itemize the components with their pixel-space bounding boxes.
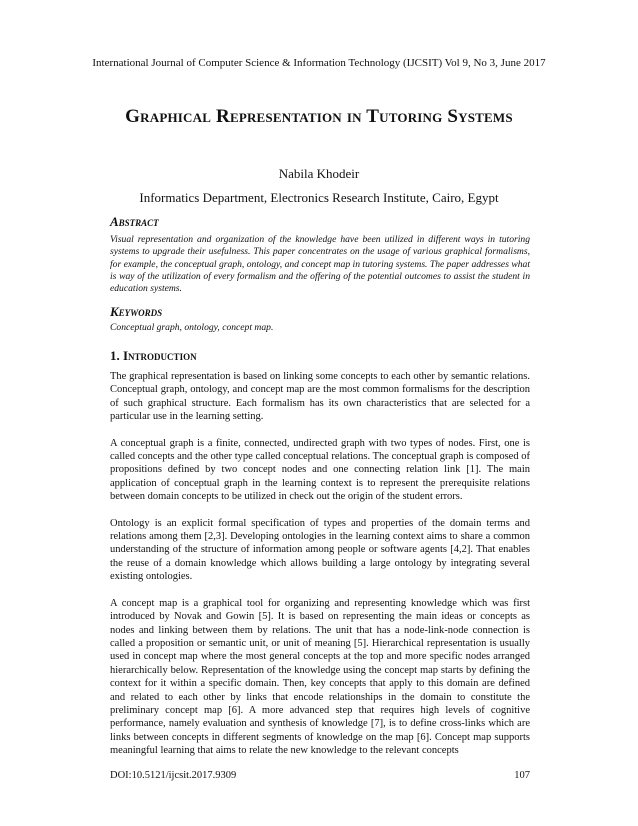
paragraph: The graphical representation is based on linking some concepts to each other by semantic relations. Conceptual graph, ontology, and concept map are the most common formalisms for the description of such graphical structure. Each formalism has its own characteristics that are selected for a particular use in the learning setting.: [110, 371, 530, 423]
abstract-text: Visual representation and organization of the knowledge have been utilized in different ways in tutoring systems to upgrade their usefulness. This paper concentrates on the usage of various graphical formalisms, for example, the conceptual graph, ontology, and concept map in tutoring systems. The paper addresses what is way of the utilization of every formalism and the offering of the potential outcomes to assist the student in education systems.: [110, 234, 530, 295]
paper-title: Graphical Representation in Tutoring Systems: [125, 106, 513, 127]
running-header: International Journal of Computer Science & Information Technology (IJCSIT) Vol 9, No 3, June 2017: [92, 57, 546, 69]
paragraph: A conceptual graph is a finite, connected, undirected graph with two types of nodes. First, one is called concepts and the other type called conceptual relations. The conceptual graph is composed of propositions defined by two concept nodes and one connecting relation link [1]. The main application of conceptual graph in the learning context is to represent the prerequisite relations between domain concepts to be utilized in check out the origin of the student errors.: [110, 437, 530, 503]
abstract-heading: Abstract: [110, 214, 159, 229]
introduction-heading: 1. Introduction: [110, 348, 197, 363]
paragraph: Ontology is an explicit formal specification of types and properties of the domain terms and relations among them [2,3]. Developing ontologies in the learning context aims to share a common understanding of the structure of information among people or software agents [4,2]. That enables the reuse of a domain knowledge which allows building a large ontology by integrating several existing ontologies.: [110, 517, 530, 583]
author-name: Nabila Khodeir: [278, 166, 360, 181]
keywords-heading: Keywords: [110, 304, 163, 319]
introduction-body: [110, 370, 530, 771]
paragraph: A concept map is a graphical tool for organizing and representing knowledge which was first introduced by Novak and Gowin [5]. It is based on representing the main ideas or concepts as nodes and linking between them by relations. The unit that has a node-link-node connection is called a proposition or semantic unit, or unit of meaning [5]. Hierarchical representation is usually used in concept map where the most general concepts at the top and more specific nodes arranged hierarchically below. Representation of the knowledge using the concept map starts by defining the context for it within a specific domain. Then, key concepts that apply to this domain are defined and related to each other by links that encode relationships in the domain to constitute the preliminary concept map [6]. A more advanced step that requires high levels of cognitive performance, namely evaluation and synthesis of knowledge [7], is to define cross-links which are links between concepts in different segments of knowledge on the map [6]. Concept map supports meaningful learning that aims to relate the new knowledge to the relevant concepts: [110, 597, 530, 757]
page-number: 107: [514, 770, 530, 781]
keywords-text: Conceptual graph, ontology, concept map.: [110, 322, 274, 333]
doi-footer: DOI:10.5121/ijcsit.2017.9309: [110, 770, 237, 781]
author-affiliation: Informatics Department, Electronics Research Institute, Cairo, Egypt: [139, 190, 499, 205]
